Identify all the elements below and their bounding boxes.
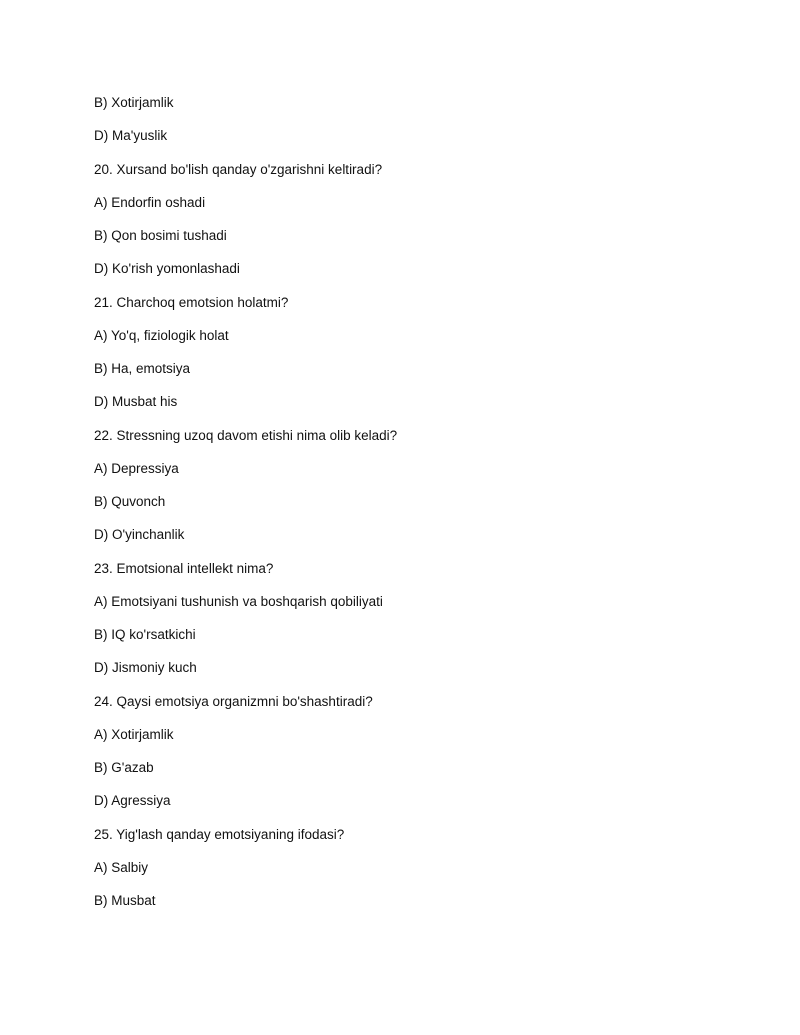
question-text: 25. Yig'lash qanday emotsiyaning ifodasi? xyxy=(94,826,345,842)
answer-option: B) IQ ko'rsatkichi xyxy=(94,627,196,642)
question-text: 23. Emotsional intellekt nima? xyxy=(94,560,274,576)
answer-option: A) Emotsiyani tushunish va boshqarish qobiliyati xyxy=(94,593,383,609)
answer-option: D) Jismoniy kuch xyxy=(94,660,197,676)
answer-option: D) Agressiya xyxy=(94,793,171,809)
answer-option: D) O'yinchanlik xyxy=(94,527,185,543)
answer-option: B) Quvonch xyxy=(94,494,166,509)
answer-option: D) Ko'rish yomonlashadi xyxy=(94,261,240,277)
answer-option: B) Qon bosimi tushadi xyxy=(94,228,227,243)
answer-option: A) Salbiy xyxy=(94,859,149,875)
answer-option: A) Depressiya xyxy=(94,460,179,476)
answer-option: A) Endorfin oshadi xyxy=(94,194,206,210)
question-text: 22. Stressning uzoq davom etishi nima olib keladi? xyxy=(94,427,398,443)
question-list xyxy=(94,92,397,923)
answer-option: D) Ma'yuslik xyxy=(94,128,168,144)
answer-option: B) G'azab xyxy=(94,760,154,775)
question-text: 20. Xursand bo'lish qanday o'zgarishni keltiradi? xyxy=(94,161,383,177)
answer-option: A) Xotirjamlik xyxy=(94,726,174,742)
answer-option: B) Xotirjamlik xyxy=(94,95,174,110)
answer-option: D) Musbat his xyxy=(94,394,178,410)
answer-option: B) Musbat xyxy=(94,893,156,908)
question-text: 21. Charchoq emotsion holatmi? xyxy=(94,294,289,310)
question-text: 24. Qaysi emotsiya organizmni bo'shashtiradi? xyxy=(94,693,373,709)
answer-option: A) Yo'q, fiziologik holat xyxy=(94,327,229,343)
answer-option: B) Ha, emotsiya xyxy=(94,361,191,376)
